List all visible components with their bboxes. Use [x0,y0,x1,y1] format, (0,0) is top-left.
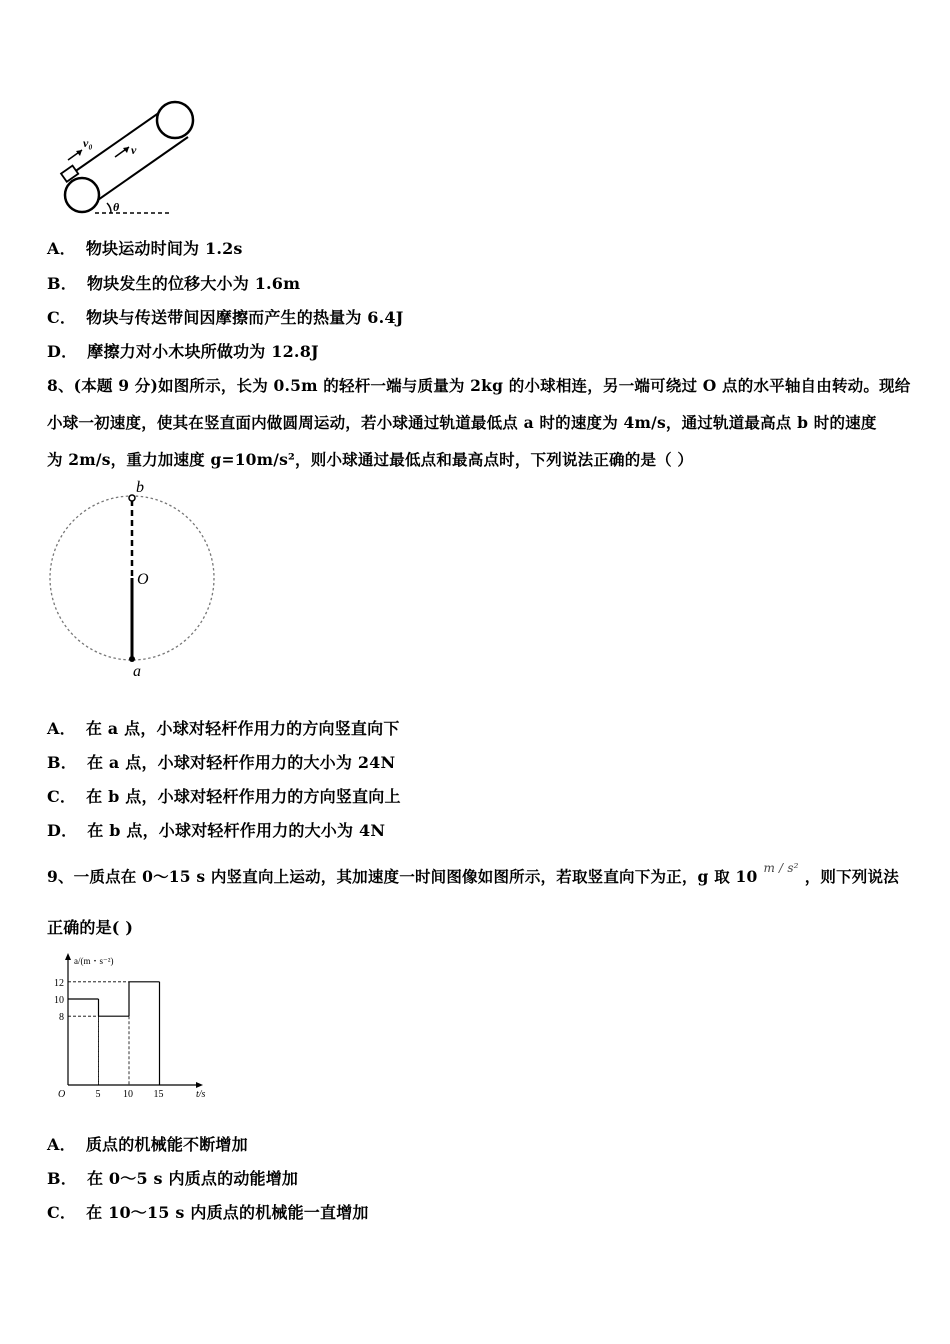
acceleration-time-chart [50,950,220,1100]
q8-stem-line-3: 为 2m/s，重力加速度 g=10m/s²，则小球通过最低点和最高点时，下列说法正确的是（ ） [47,450,694,469]
x-tick-label: 10 [123,1089,133,1100]
label-b: b [136,479,144,496]
q8-option-a: A． 在 a 点，小球对轻杆作用力的方向竖直向下 [47,719,400,738]
q9-option-a: A． 质点的机械能不断增加 [47,1135,248,1154]
q8-option-c: C． 在 b 点，小球对轻杆作用力的方向竖直向上 [47,787,401,806]
q7-option-d: D． 摩擦力对小木块所做功为 12.8J [47,342,319,361]
angle-arc [107,203,111,213]
y-tick-label: 10 [54,995,64,1006]
q8-stem-line-1: 8、(本题 9 分)如图所示，长为 0.5m 的轻杆一端与质量为 2kg 的小球相连，另一端可绕过 O 点的水平轴自由转动。现给 [47,376,911,395]
q9-stem-line-2: 正确的是( ) [47,918,134,937]
q7-option-c: C． 物块与传送带间因摩擦而产生的热量为 6.4J [47,308,404,327]
q8-option-b: B． 在 a 点，小球对轻杆作用力的大小为 24N [47,753,396,772]
x-tick-label: 15 [153,1089,164,1100]
x-tick-label: 5 [95,1089,101,1100]
lower-pulley [65,178,99,212]
circular-motion-figure [44,478,224,678]
q9-option-b: B． 在 0～5 s 内质点的动能增加 [47,1169,299,1188]
v0-label: v₀ [83,136,93,150]
upper-pulley [157,102,193,138]
point-b [129,495,135,501]
label-o: O [137,571,149,588]
x-axis-arrow [196,1082,203,1088]
q9-option-c: C． 在 10～15 s 内质点的机械能一直增加 [47,1203,369,1222]
y-tick-label: 12 [54,977,64,989]
q8-stem-line-2: 小球一初速度，使其在竖直面内做圆周运动，若小球通过轨道最低点 a 时的速度为 4m/s，通过轨道最高点 b 时的速度 [47,413,877,432]
v-label: v [131,143,137,157]
y-axis-label: a/(m・s⁻²) [74,956,114,966]
q7-option-b: B． 物块发生的位移大小为 1.6m [47,274,301,293]
q9-stem-line-1: 9、一质点在 0～15 s 内竖直向上运动，其加速度一时间图像如图所示，若取竖直向下为正，g 取 10 $^{m / s^2}$ ，则下列说法 [47,861,899,886]
q8-option-d: D． 在 b 点，小球对轻杆作用力的大小为 4N [47,821,386,840]
q7-option-a: A． 物块运动时间为 1.2s [47,239,243,258]
x-axis-label: t/s [196,1089,206,1100]
y-tick-label: 8 [59,1012,64,1024]
y-axis-arrow [65,953,71,960]
unit-superscript: m / s² [763,861,799,875]
theta-label: θ [113,200,120,214]
point-a [129,656,135,662]
conveyor-belt-figure [55,95,200,220]
belt-bottom-line [85,137,188,209]
origin-label: O [58,1089,66,1100]
label-a: a [133,663,141,678]
